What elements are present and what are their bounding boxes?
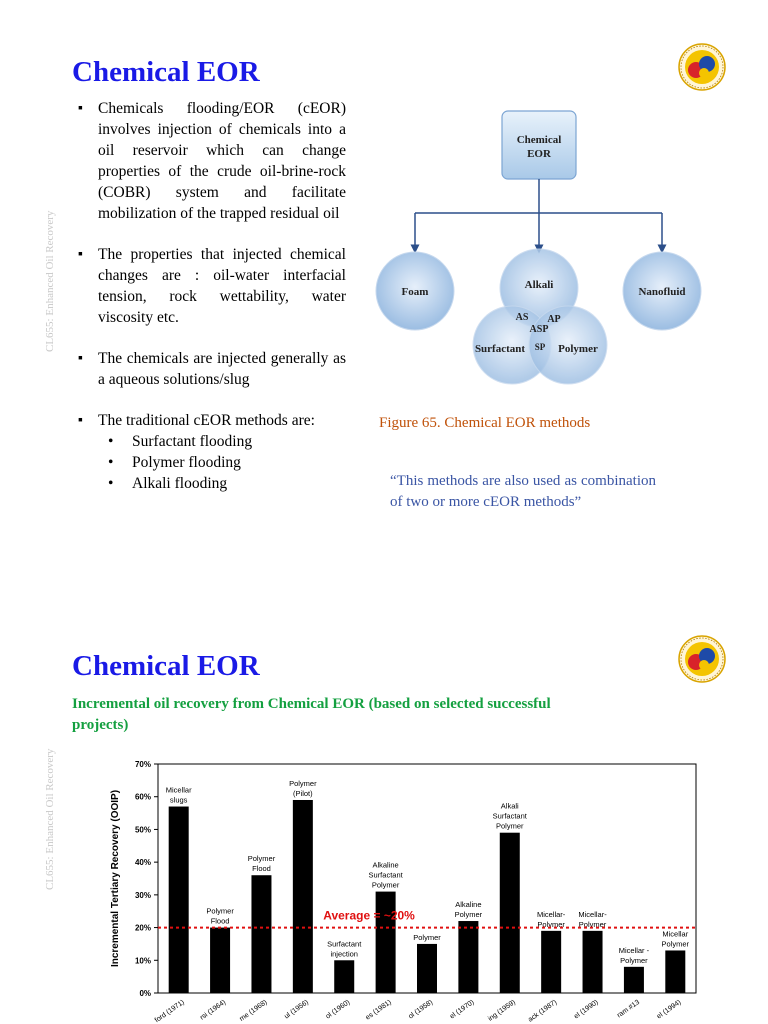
- figure-caption: Figure 65. Chemical EOR methods: [379, 415, 591, 431]
- bullet-list: [78, 98, 346, 514]
- y-axis-label: Incremental Tertiary Recovery (OOIP): [110, 789, 121, 968]
- x-tick-label: me (1968): [238, 998, 269, 1023]
- x-tick-label: el (1970): [448, 998, 476, 1021]
- y-tick-label: 30%: [134, 890, 151, 900]
- bar-label: Polymer: [578, 919, 607, 929]
- bar-label: Surfactant: [368, 870, 403, 880]
- bar-label: Polymer: [413, 932, 441, 942]
- bar: [376, 892, 396, 993]
- x-tick-label: el (1990): [573, 998, 600, 1021]
- bar-label: Polymer: [620, 955, 648, 965]
- bar-label: Micellar-: [578, 909, 607, 919]
- bar-label: Alkaline: [372, 860, 399, 870]
- method-item: • Surfactant flooding: [108, 431, 346, 452]
- bullet-item: [78, 98, 346, 224]
- slide-title: Chemical EOR: [72, 650, 260, 682]
- slide-subtitle: Incremental oil recovery from Chemical EOR (based on selected successful projects): [72, 696, 551, 733]
- x-tick-label: rsi (1964): [198, 998, 228, 1022]
- bar-label: Flood: [252, 864, 271, 874]
- polymer-label: Polymer: [558, 343, 598, 355]
- course-sidebar-label: CL655: Enhanced Oil Recovery: [44, 748, 56, 890]
- chemical-eor-diagram: [368, 105, 708, 395]
- method-item: • Polymer flooding: [108, 452, 346, 473]
- bar: [169, 807, 189, 993]
- root-label-line2: EOR: [527, 148, 551, 160]
- alkali-label: Alkali: [524, 279, 554, 291]
- bar-label: Surfactant: [492, 811, 527, 821]
- x-tick-label: ul (1956): [283, 998, 310, 1021]
- bar-label: Polymer: [371, 880, 400, 890]
- bar: [417, 944, 437, 993]
- bar: [583, 931, 603, 993]
- average-label: Average = ~20%: [323, 908, 415, 923]
- institute-logo: [677, 634, 727, 684]
- bar-label: (Pilot): [293, 788, 313, 798]
- bar-label: Polymer: [661, 939, 690, 949]
- bar: [500, 833, 520, 993]
- y-tick-label: 50%: [134, 825, 151, 835]
- course-sidebar-label: CL655: Enhanced Oil Recovery: [44, 210, 56, 352]
- x-tick-label: ol (1960): [324, 998, 352, 1021]
- bar: [251, 875, 271, 993]
- bar: [293, 800, 313, 993]
- y-tick-label: 40%: [134, 858, 151, 868]
- bar-label: Polymer: [289, 778, 317, 788]
- bar-label: Polymer: [454, 910, 483, 920]
- method-list: [98, 431, 346, 494]
- foam-label: Foam: [401, 286, 429, 298]
- x-tick-label: ack (1987): [527, 998, 559, 1024]
- x-tick-label: ing (1959): [487, 998, 517, 1023]
- bar-label: Surfactant: [327, 939, 362, 949]
- slide-title: Chemical EOR: [72, 56, 260, 88]
- y-tick-label: 0%: [139, 989, 151, 998]
- bar-label: Micellar -: [618, 945, 650, 955]
- sp-label: SP: [534, 342, 546, 352]
- bar-label: injection: [330, 949, 358, 959]
- bullet-item: [78, 244, 346, 328]
- ap-label: AP: [547, 314, 561, 325]
- bullet-text: The traditional cEOR methods are:: [98, 412, 315, 429]
- y-tick-label: 20%: [134, 923, 151, 933]
- bar-label: slugs: [169, 795, 188, 805]
- bar: [541, 931, 561, 993]
- y-tick-label: 10%: [134, 956, 151, 966]
- bullet-text: Chemicals flooding/EOR (cEOR) involves injection of chemicals into a oil reservoir which can change properties of the crude oil-brine-rock (COBR) system and facilitate mobilization of the trapped residual oil: [98, 100, 346, 222]
- bar-label: Polymer: [496, 821, 524, 831]
- bar-label: Alkaline: [455, 900, 482, 910]
- bullet-text: The properties that injected chemical changes are : oil-water interfacial tension, rock wettability, water viscosity etc.: [98, 246, 346, 326]
- bar: [458, 921, 478, 993]
- slide-2: [0, 600, 768, 1024]
- y-tick-label: 60%: [134, 792, 151, 802]
- asp-label: ASP: [529, 324, 549, 335]
- bullet-text: The chemicals are injected generally as a aqueous solutions/slug: [98, 350, 346, 388]
- nanofluid-label: Nanofluid: [638, 286, 686, 298]
- method-item: • Alkali flooding: [108, 473, 346, 494]
- as-label: AS: [515, 312, 529, 323]
- bar: [624, 967, 644, 993]
- x-tick-label: es (1981): [364, 998, 393, 1022]
- bar-label: Flood: [210, 916, 230, 926]
- bar-label: Polymer: [247, 854, 276, 864]
- institute-logo: [677, 42, 727, 92]
- x-tick-label: ram #13: [616, 998, 642, 1020]
- surfactant-label: Surfactant: [474, 343, 526, 355]
- x-tick-label: ford (1971): [153, 998, 186, 1024]
- x-tick-label: ol (1958): [407, 998, 435, 1021]
- quote-text: “This methods are also used as combination of two or more cEOR methods”: [390, 473, 656, 510]
- root-label-line1: Chemical: [516, 134, 562, 146]
- bar-label: Polymer: [206, 906, 234, 916]
- x-tick-label: el (1994): [655, 998, 683, 1021]
- recovery-bar-chart: [100, 754, 710, 1024]
- bar-label: Micellar: [662, 929, 689, 939]
- bar-label: Alkali: [500, 801, 519, 811]
- bar: [665, 950, 685, 993]
- bar-label: Micellar-: [536, 909, 566, 919]
- y-tick-label: 70%: [134, 760, 151, 769]
- bullet-item: [78, 348, 346, 390]
- bar-label: Micellar: [165, 785, 192, 795]
- bar-label: Polymer: [537, 919, 565, 929]
- bar: [334, 960, 354, 993]
- bullet-item: [78, 410, 346, 494]
- bar: [210, 928, 230, 993]
